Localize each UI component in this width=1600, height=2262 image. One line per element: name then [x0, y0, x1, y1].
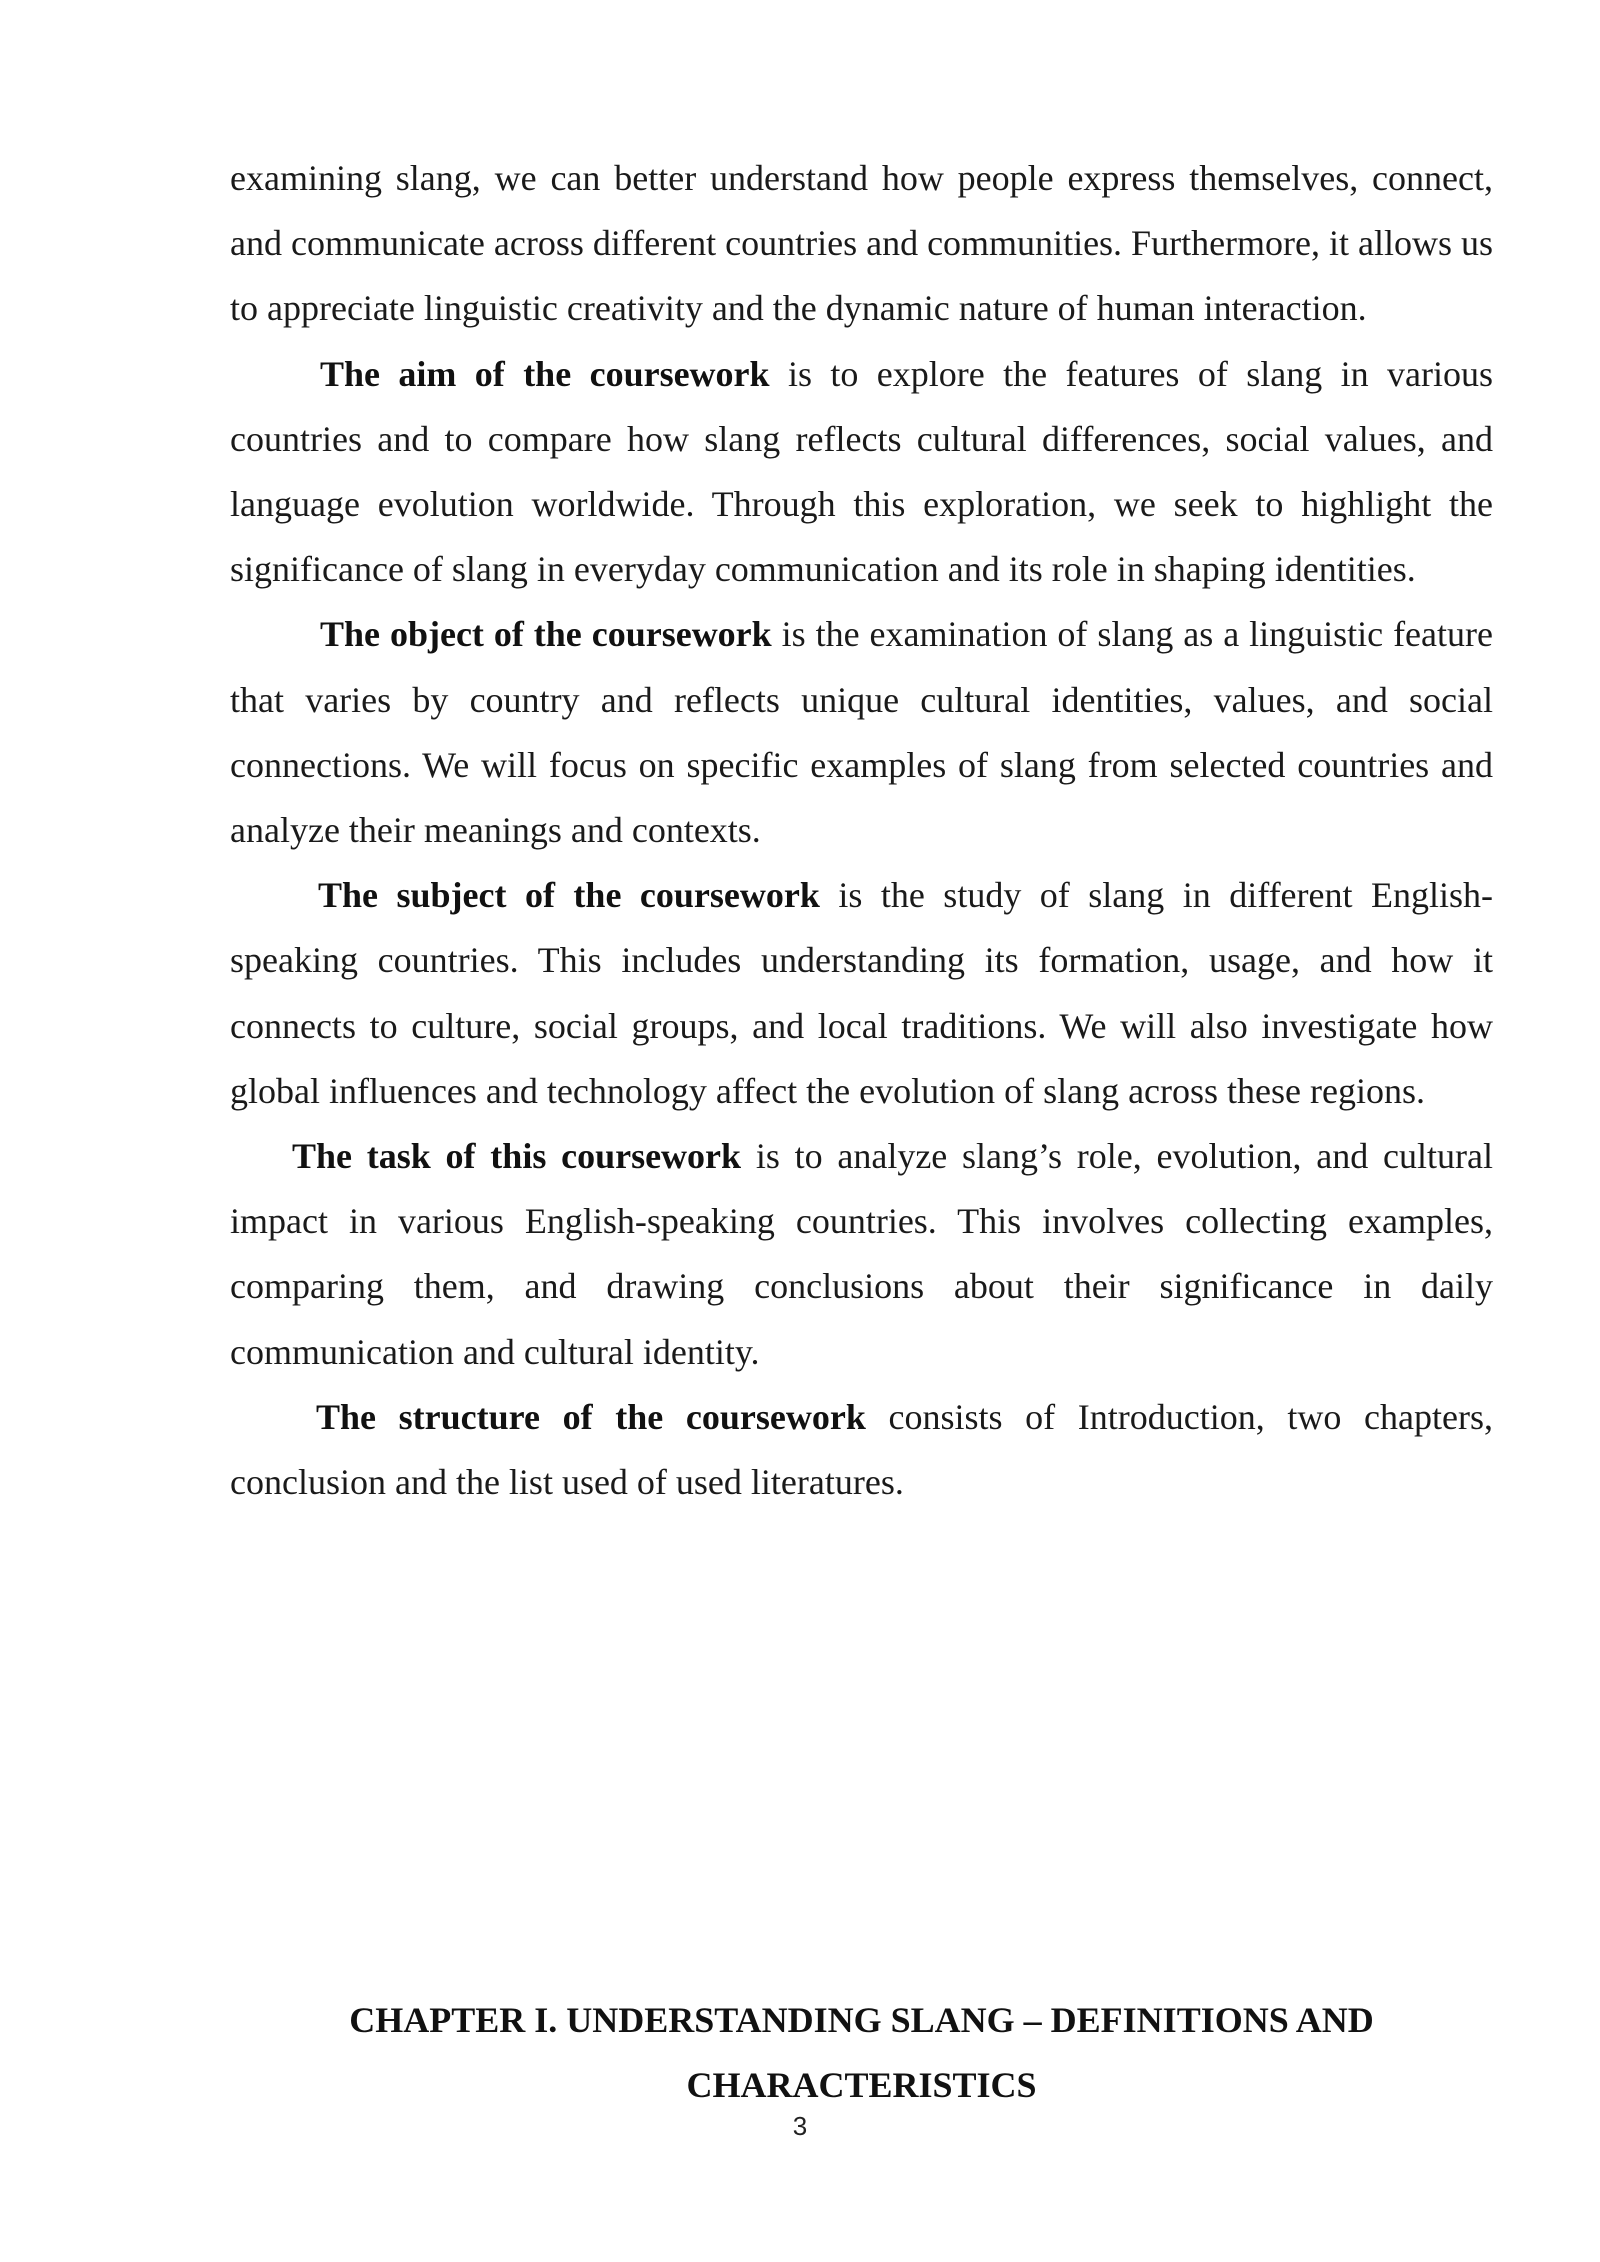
paragraph-text: is to explore the features of slang in various countries and to compare how slang reflects cultural differences, social values, and language evolution worldwide. Through this exploration, we seek to highlight the significance of slang in everyday communication and its role in shaping identities.: [230, 353, 1493, 590]
paragraph-subject: [230, 863, 1493, 1124]
paragraph-lead: The aim of the coursework: [320, 353, 770, 394]
paragraph-lead: The object of the coursework: [320, 614, 772, 655]
paragraph-structure: [230, 1385, 1493, 1515]
paragraph-text: is the examination of slang as a linguistic feature that varies by country and reflects unique cultural identities, values, and social connections. We will focus on specific examples of slang from selected countries and analyze their meanings and contexts.: [230, 614, 1493, 851]
paragraph-object: [230, 602, 1493, 863]
chapter-heading: [230, 1988, 1493, 2118]
page-number: 3: [792, 2111, 808, 2141]
paragraph-text: consists of Introduction, two chapters, conclusion and the list used of used literatures.: [230, 1396, 1493, 1503]
paragraph-lead: The subject of the coursework: [318, 875, 820, 916]
paragraph-aim: [230, 342, 1493, 603]
paragraph-text: examining slang, we can better understand how people express themselves, connect, and communicate across different countries and communities. Furthermore, it allows us to appreciate linguistic creativity and the dynamic nature of human interaction.: [230, 158, 1494, 329]
chapter-heading-line-2: CHARACTERISTICS: [686, 2065, 1037, 2106]
paragraph-text: is the study of slang in different English-speaking countries. This includes understanding its formation, usage, and how it connects to culture, social groups, and local traditions. We will also investigate how global influences and technology affect the evolution of slang across these regions.: [230, 875, 1493, 1111]
paragraph-intro-continuation: [230, 146, 1493, 342]
paragraph-lead: The task of this coursework: [292, 1136, 742, 1177]
paragraph-task: [230, 1124, 1493, 1385]
chapter-heading-line-1: CHAPTER I. UNDERSTANDING SLANG – DEFINITIONS AND: [349, 2000, 1374, 2040]
body-text: [230, 146, 1493, 1515]
paragraph-text: is to analyze slang’s role, evolution, and cultural impact in various English-speaking countries. This involves collecting examples, comparing them, and drawing conclusions about their significance in daily communication and cultural identity.: [230, 1136, 1493, 1372]
paragraph-lead: The structure of the coursework: [316, 1396, 866, 1437]
